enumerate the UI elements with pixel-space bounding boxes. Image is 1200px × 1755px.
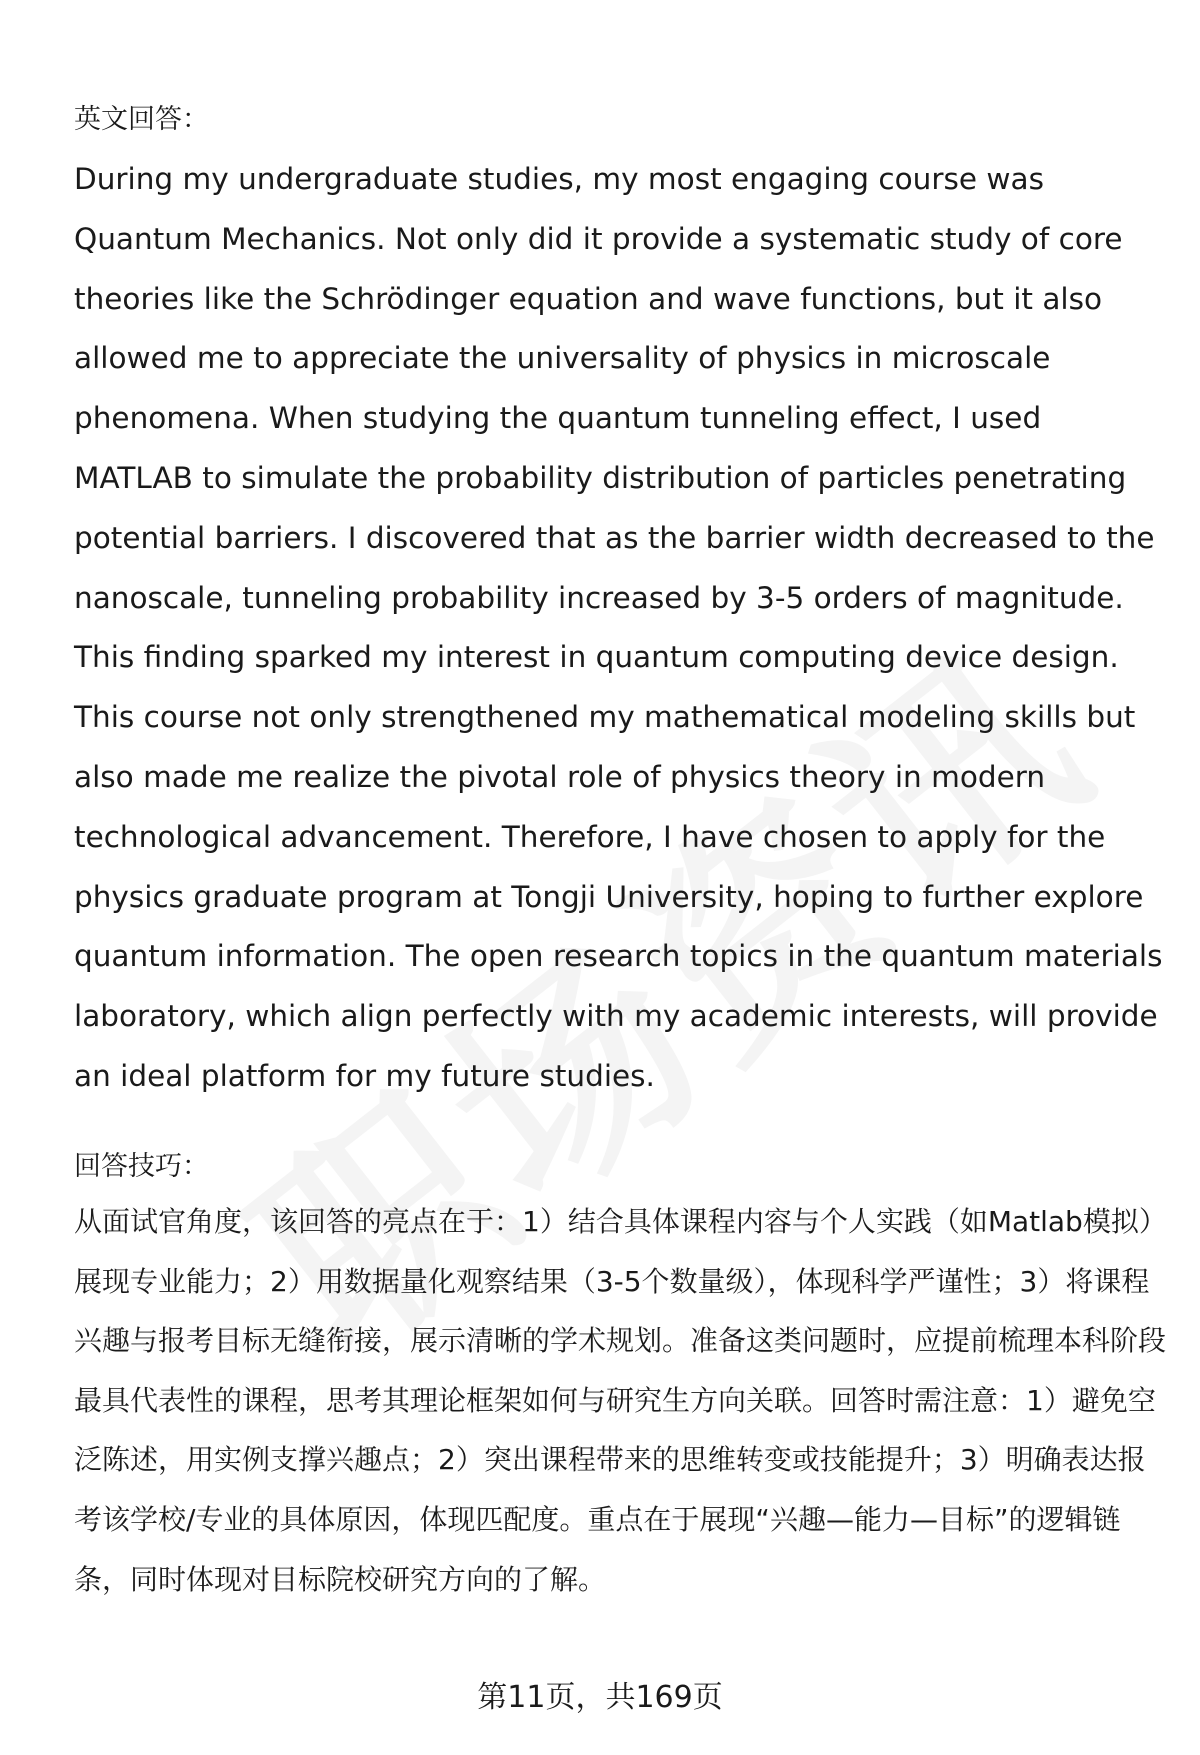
english-answer-heading: 英文回答： xyxy=(74,104,209,135)
english-answer-text: During my undergraduate studies, my most engaging course was Quantum Mechanics. Not only did it provide a systematic study of core theories like the Schrödinger equation and wave functions, but it also allowed me to appreciate the universality of physics in microscale phenomena. When studying the quantum tunneling effect, I used MATLAB to simulate the probability distribution of particles penetrating potential barriers. I discovered that as the barrier width decreased to the nanoscale, tunneling probability increased by 3-5 orders of magnitude. This finding sparked my interest in quantum computing device design. This course not only strengthened my mathematical modeling skills but also made me realize the pivotal role of physics theory in modern technological advancement. Therefore, I have chosen to apply for the physics graduate program at Tongji University, hoping to further explore quantum information. The open research topics in the quantum materials laboratory, which align perfectly with my academic interests, will provide an ideal platform for my future studies. xyxy=(74,162,1163,1093)
answer-tips-text: 从面试官角度，该回答的亮点在于：1）结合具体课程内容与个人实践（如Matlab模拟）展现专业能力；2）用数据量化观察结果（3-5个数量级），体现科学严谨性；3）将课程兴趣与报考目标无缝衔接，展示清晰的学术规划。准备这类问题时，应提前梳理本科阶段最具代表性的课程，思考其理论框架如何与研究生方向关联。回答时需注意：1）避免空泛陈述，用实例支撑兴趣点；2）突出课程带来的思维转变或技能提升；3）明确表达报考该学校/专业的具体原因，体现匹配度。重点在于展现“兴趣—能力—目标”的逻辑链条，同时体现对目标院校研究方向的了解。 xyxy=(74,1205,1167,1596)
answer-tips-heading: 回答技巧： xyxy=(74,1151,209,1182)
page-number: 第11页，共169页 xyxy=(477,1680,723,1715)
